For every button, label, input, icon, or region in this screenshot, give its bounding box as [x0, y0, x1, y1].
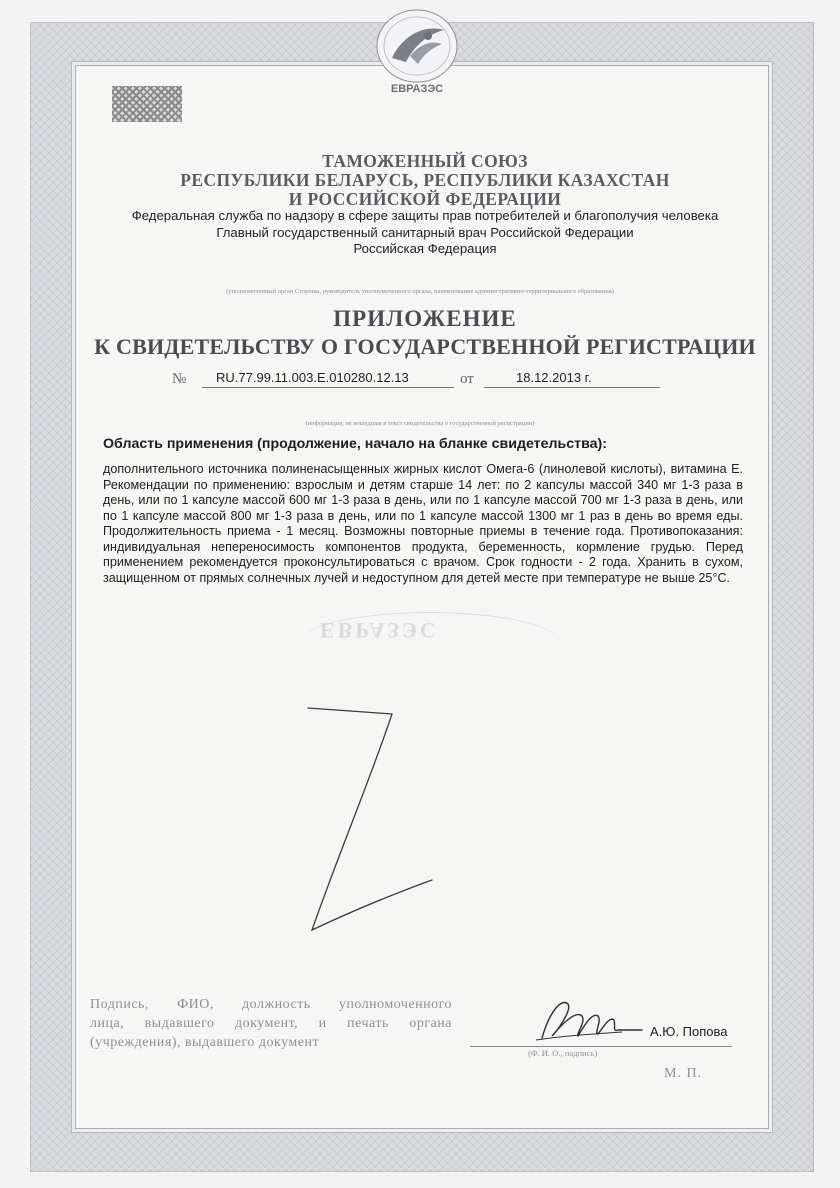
- signer-name: А.Ю. Попова: [650, 1024, 728, 1039]
- agency-line-3: Российская Федерация: [353, 241, 497, 256]
- union-line-3: И РОССИЙСКОЙ ФЕДЕРАЦИИ: [288, 189, 562, 209]
- fio-note: (Ф. И. О., подпись): [528, 1048, 598, 1058]
- emblem-label: ЕВРАЗЭС: [390, 83, 444, 95]
- z-cancel-mark: [300, 700, 440, 940]
- date-underline: [484, 387, 660, 388]
- eurasec-emblem-icon: [362, 6, 472, 98]
- authority-fine-print: (уполномоченный орган Стороны, руководитель уполномоченного органа, наименование административно-территориального образования): [226, 288, 614, 295]
- caption-line-2: лица, выдавшего документ, и печать органа: [90, 1016, 452, 1031]
- signature-caption: [90, 995, 452, 1052]
- union-line-1: ТАМОЖЕННЫЙ СОЮЗ: [322, 151, 528, 171]
- agency-line-2: Главный государственный санитарный врач Российской Федерации: [216, 224, 634, 240]
- agency-line-1: Федеральная служба по надзору в сфере защиты прав потребителей и благополучия человека: [131, 208, 719, 223]
- customs-union-header: [60, 152, 790, 209]
- scope-text: дополнительного источника полиненасыщенных жирных кислот Омега-6 (линолевой кислоты), витамина Е. Рекомендации по применению: взрослым и детям старше 14 лет: по 2 капсулы массой 340 мг 1-3 раза в день, или по 1 капсуле массой 600 мг 1-3 раза в день, или по 1 капсуле массой 700 мг 1-3 раза в день, или по 1 капсуле массой 800 мг 1-3 раза в день, или по 1 капсуле массой 1300 мг 1 раз в день во время еды. Продолжительность приема - 1 месяц. Возможны повторные приемы в течение года. Противопоказания: индивидуальная непереносимость компонентов продукта, беременность, кормление грудью. Перед применением рекомендуется проконсультироваться с врачом. Срок годности - 2 года. Хранить в сухом, защищенном от прямых солнечных лучей и недоступном для детей месте при температуре не выше 25°С.: [103, 462, 743, 585]
- document-subtitle: К СВИДЕТЕЛЬСТВУ О ГОСУДАРСТВЕННОЙ РЕГИСТРАЦИИ: [94, 334, 756, 359]
- date-label: от: [460, 371, 474, 387]
- document-title: ПРИЛОЖЕНИЕ: [333, 306, 517, 331]
- caption-line-1: Подпись, ФИО, должность уполномоченного: [90, 997, 452, 1012]
- caption-line-3: (учреждения), выдавшего документ: [90, 1035, 320, 1050]
- number-underline: [202, 387, 454, 388]
- registration-number: RU.77.99.11.003.E.010280.12.13: [216, 370, 409, 385]
- number-label: №: [172, 371, 187, 387]
- handwritten-signature: [532, 990, 644, 1052]
- watermark-text: ЕВРАЗЭС: [320, 618, 439, 643]
- registration-line: [172, 368, 662, 390]
- union-line-2: РЕСПУБЛИКИ БЕЛАРУСЬ, РЕСПУБЛИКИ КАЗАХСТАН: [180, 170, 670, 190]
- security-mosaic: [112, 86, 182, 122]
- scope-section: [103, 435, 743, 586]
- stamp-place-label: М. П.: [664, 1066, 703, 1081]
- info-fine-print: (информация, не вошедшая в текст свидетельства о государственной регистрации): [305, 420, 535, 427]
- signature-line: [470, 1046, 732, 1047]
- agency-block: [80, 208, 770, 258]
- scope-heading: Область применения (продолжение, начало на бланке свидетельства):: [103, 436, 607, 452]
- registration-date: 18.12.2013 г.: [516, 370, 592, 385]
